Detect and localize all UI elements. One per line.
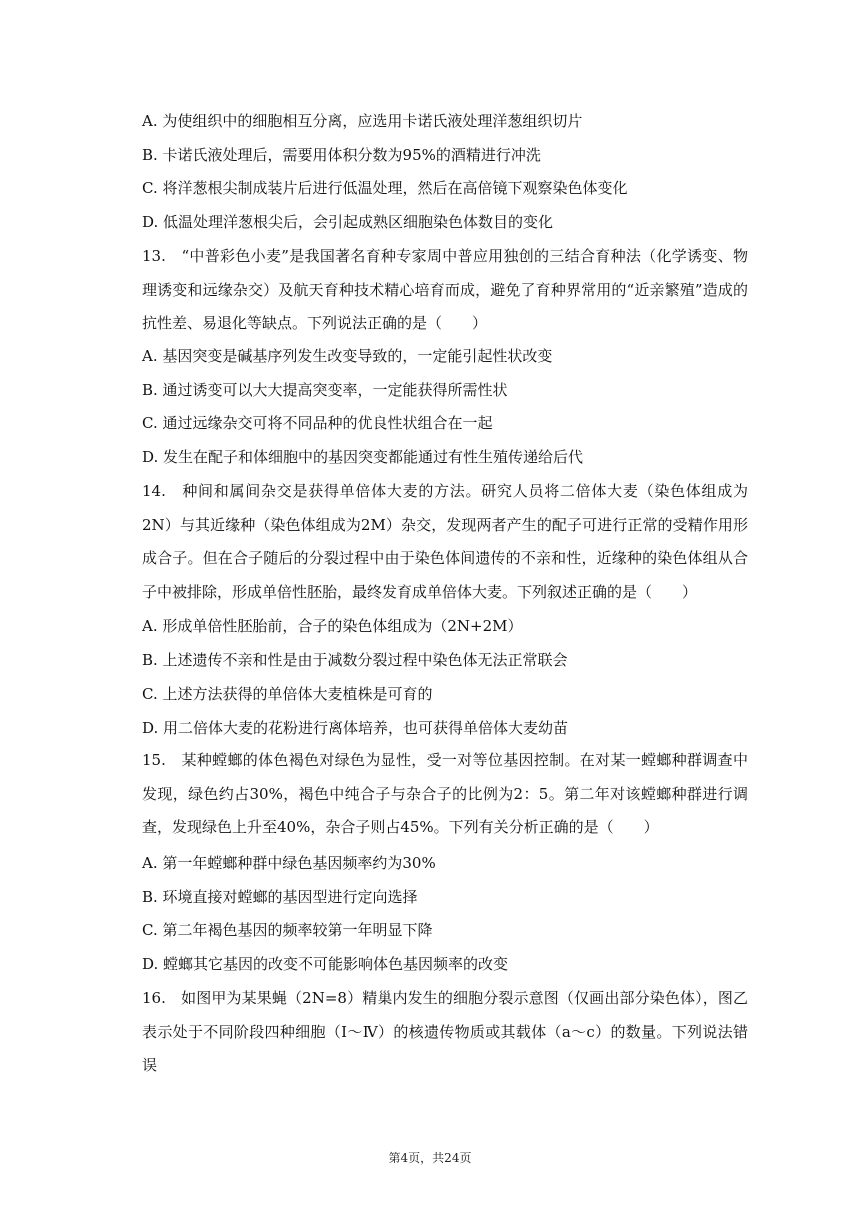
page-footer: 第4页，共24页: [388, 1151, 472, 1165]
q12-option-b: B. 卡诺氏液处理后，需要用体积分数为95%的酒精进行冲洗: [142, 146, 541, 164]
q13-option-c: C. 通过远缘杂交可将不同品种的优良性状组合在一起: [142, 414, 493, 432]
q14-option-d: D. 用二倍体大麦的花粉进行离体培养，也可获得单倍体大麦幼苗: [142, 719, 569, 737]
q13-option-d: D. 发生在配子和体细胞中的基因突变都能通过有性生殖传递给后代: [142, 448, 584, 466]
q13-option-a: A. 基因突变是碱基序列发生改变导致的，一定能引起性状改变: [142, 347, 553, 365]
q16-stem: 16. 如图甲为某果蝇（2N=8）精巢内发生的细胞分裂示意图（仅画出部分染色体），图乙表示处于不同阶段四种细胞（Ⅰ～Ⅳ）的核遗传物质或其载体（a～c）的数量。下列说法错误: [142, 989, 748, 1074]
q15-option-a: A. 第一年螳螂种群中绿色基因频率约为30%: [142, 854, 436, 872]
q14-option-a: A. 形成单倍性胚胎前，合子的染色体组成为（2N+2M）: [142, 617, 523, 635]
q15-option-d: D. 螳螂其它基因的改变不可能影响体色基因频率的改变: [142, 955, 509, 973]
q13-stem: 13. “中普彩色小麦”是我国著名育种专家周中普应用独创的三结合育种法（化学诱变、物理诱变和远缘杂交）及航天育种技术精心培育而成，避免了育种界常用的“近亲繁殖”造成的抗性差、易退化等缺点。下列说法正确的是（ ）: [142, 247, 748, 332]
q14-option-b: B. 上述遗传不亲和性是由于减数分裂过程中染色体无法正常联会: [142, 651, 568, 669]
q12-option-c: C. 将洋葱根尖制成装片后进行低温处理，然后在高倍镜下观察染色体变化: [142, 179, 628, 197]
q13-option-b: B. 通过诱变可以大大提高突变率，一定能获得所需性状: [142, 381, 508, 399]
q15-option-b: B. 环境直接对螳螂的基因型进行定向选择: [142, 888, 418, 906]
q15-stem: 15. 某种螳螂的体色褐色对绿色为显性，受一对等位基因控制。在对某一螳螂种群调查中发现，绿色约占30%，褐色中纯合子与杂合子的比例为2：5。第二年对该螳螂种群进行调查，发现绿色上升至40%，杂合子则占45%。下列有关分析正确的是（ ）: [142, 751, 748, 836]
q14-option-c: C. 上述方法获得的单倍体大麦植株是可育的: [142, 685, 433, 703]
q12-option-a: A. 为使组织中的细胞相互分离，应选用卡诺氏液处理洋葱组织切片: [142, 112, 583, 130]
q12-option-d: D. 低温处理洋葱根尖后，会引起成熟区细胞染色体数目的变化: [142, 213, 554, 231]
q15-option-c: C. 第二年褐色基因的频率较第一年明显下降: [142, 921, 433, 939]
q14-stem: 14. 种间和属间杂交是获得单倍体大麦的方法。研究人员将二倍体大麦（染色体组成为2N）与其近缘种（染色体组成为2M）杂交，发现两者产生的配子可进行正常的受精作用形成合子。但在合子随后的分裂过程中由于染色体间遗传的不亲和性，近缘种的染色体组从合子中被排除，形成单倍性胚胎，最终发育成单倍体大麦。下列叙述正确的是（ ）: [142, 482, 748, 601]
